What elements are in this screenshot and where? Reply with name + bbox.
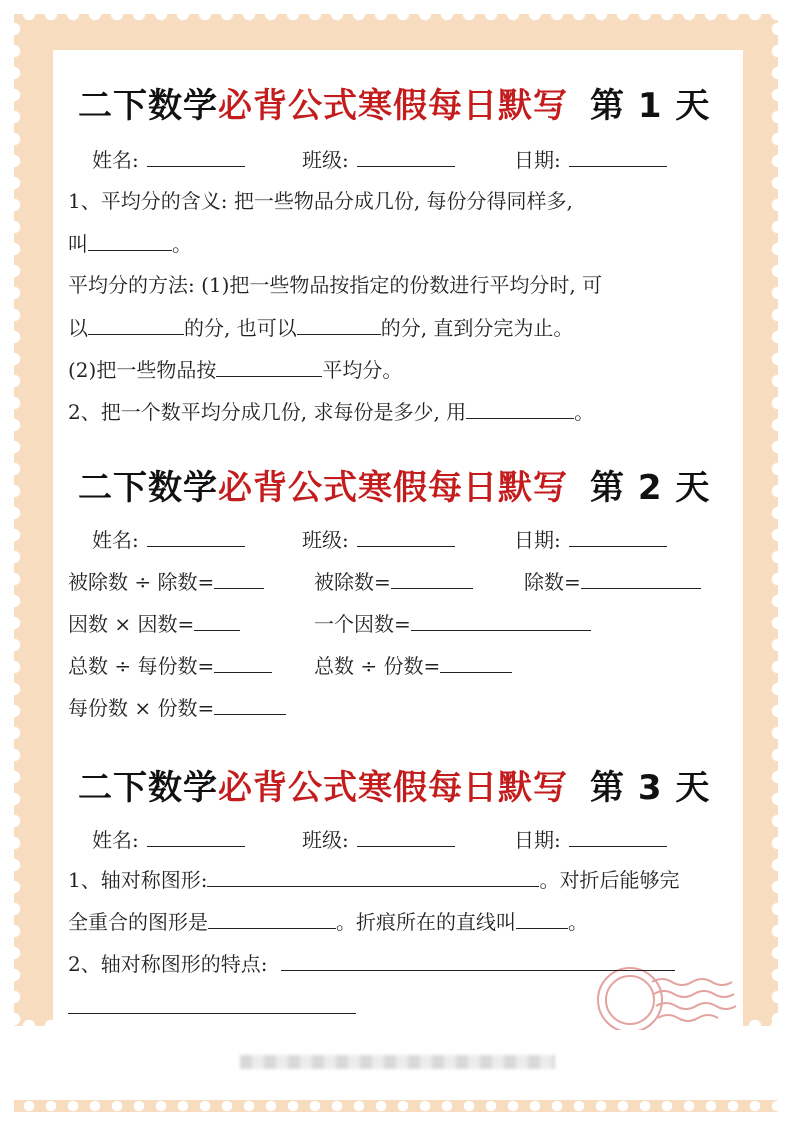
day2-title: 二下数学必背公式寒假每日默写 第 2 天 xyxy=(78,468,711,508)
answer-blank[interactable] xyxy=(466,396,574,419)
day1-q1-line2: 叫 。 xyxy=(68,228,192,258)
answer-line[interactable] xyxy=(68,1012,356,1014)
day2-row1: 被除数 ÷ 除数= 被除数= 除数= xyxy=(68,566,728,596)
date-field[interactable] xyxy=(569,144,667,167)
day3-q2: 2、轴对称图形的特点: xyxy=(68,948,675,978)
day1-q1-line5: (2)把一些物品按 平均分。 xyxy=(68,354,402,384)
answer-blank[interactable] xyxy=(440,650,512,673)
day2-row4: 每份数 × 份数= xyxy=(68,692,286,722)
answer-blank[interactable] xyxy=(214,650,272,673)
answer-blank[interactable] xyxy=(297,312,381,335)
day3-info-row: 姓名: 班级: 日期: xyxy=(92,824,692,854)
class-field[interactable] xyxy=(357,144,455,167)
class-field[interactable] xyxy=(357,824,455,847)
day1-q2: 2、把一个数平均分成几份, 求每份是多少, 用 。 xyxy=(68,396,594,426)
day3-title: 二下数学必背公式寒假每日默写 第 3 天 xyxy=(78,768,711,808)
answer-blank[interactable] xyxy=(194,608,240,631)
answer-blank[interactable] xyxy=(411,608,591,631)
answer-blank[interactable] xyxy=(214,692,286,715)
answer-blank[interactable] xyxy=(207,864,539,887)
answer-blank[interactable] xyxy=(88,312,184,335)
answer-blank[interactable] xyxy=(281,948,675,971)
day1-q1-line3: 平均分的方法: (1)把一些物品按指定的份数进行平均分时, 可 xyxy=(68,273,603,297)
day1-title: 二下数学必背公式寒假每日默写 第 1 天 xyxy=(78,86,711,126)
day2-row2: 因数 × 因数= 一个因数= xyxy=(68,608,728,638)
day3-q1-line2: 全重合的图形是 。折痕所在的直线叫 。 xyxy=(68,906,588,936)
date-field[interactable] xyxy=(569,824,667,847)
answer-blank[interactable] xyxy=(581,566,701,589)
answer-blank[interactable] xyxy=(216,354,322,377)
date-field[interactable] xyxy=(569,524,667,547)
answer-blank[interactable] xyxy=(214,566,264,589)
answer-blank[interactable] xyxy=(391,566,473,589)
day1-q1-line1: 1、平均分的含义: 把一些物品分成几份, 每份分得同样多, xyxy=(68,189,573,213)
answer-blank[interactable] xyxy=(88,228,172,251)
answer-blank[interactable] xyxy=(208,906,336,929)
answer-blank[interactable] xyxy=(516,906,568,929)
day2-row3: 总数 ÷ 每份数= 总数 ÷ 份数= xyxy=(68,650,728,680)
name-field[interactable] xyxy=(147,824,245,847)
name-field[interactable] xyxy=(147,144,245,167)
day1-q1-line4: 以 的分, 也可以 的分, 直到分完为止。 xyxy=(68,312,573,342)
day3-q1-line1: 1、轴对称图形: 。对折后能够完 xyxy=(68,864,679,894)
name-field[interactable] xyxy=(147,524,245,547)
day2-info-row: 姓名: 班级: 日期: xyxy=(92,524,692,554)
class-field[interactable] xyxy=(357,524,455,547)
day1-info-row: 姓名: 班级: 日期: xyxy=(92,144,692,174)
